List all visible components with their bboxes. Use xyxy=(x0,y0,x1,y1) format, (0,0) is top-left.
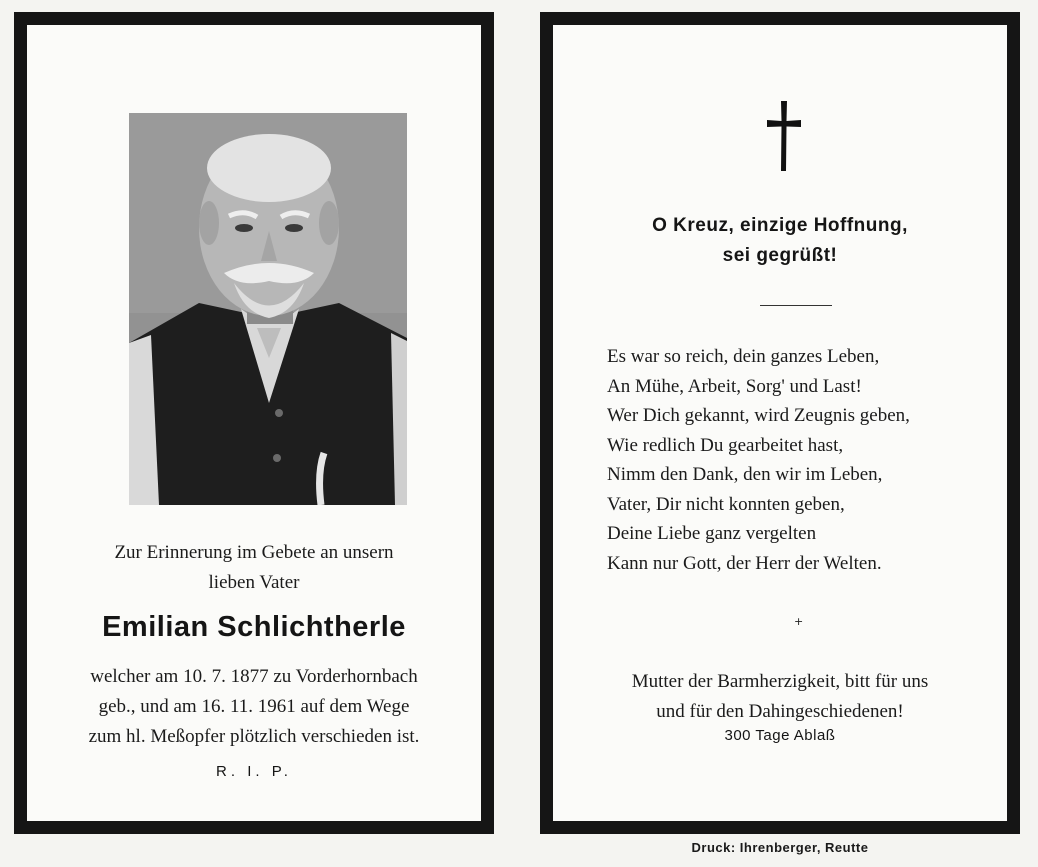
poem-line: Wie redlich Du gearbeitet hast, xyxy=(607,434,844,456)
prayer-line: und für den Dahingeschiedenen! xyxy=(656,701,904,722)
small-cross-icon: + xyxy=(794,615,804,628)
dedication-line: lieben Vater xyxy=(208,572,300,593)
poem-line: Vater, Dir nicht konnten geben, xyxy=(607,493,845,515)
portrait-photo xyxy=(129,113,407,505)
portrait-photo-image xyxy=(129,113,407,505)
motto-text xyxy=(553,211,1007,271)
poem-text xyxy=(607,342,910,578)
printer-credit: Druck: Ihrenberger, Reutte xyxy=(691,840,869,855)
life-details-line: zum hl. Meßopfer plötzlich verschieden ist. xyxy=(88,726,420,747)
poem-line: Wer Dich gekannt, wird Zeugnis geben, xyxy=(607,405,910,426)
latin-cross-icon xyxy=(765,101,803,171)
poem-line: Nimm den Dank, den wir im Leben, xyxy=(607,464,883,485)
dedication-line: Zur Erinnerung im Gebete an unsern xyxy=(114,542,394,563)
prayer-text xyxy=(553,667,1007,727)
separator-line xyxy=(760,305,832,306)
motto-line: O Kreuz, einzige Hoffnung, xyxy=(652,215,908,236)
memorial-card-left xyxy=(14,12,494,834)
poem-line: Kann nur Gott, der Herr der Welten. xyxy=(607,552,882,574)
rip-closing: R. I. P. xyxy=(216,763,292,780)
life-details-text xyxy=(27,662,481,752)
life-details-line: geb., und am 16. 11. 1961 auf dem Wege xyxy=(98,696,410,717)
poem-line: Es war so reich, dein ganzes Leben, xyxy=(607,346,880,367)
prayer-line: Mutter der Barmherzigkeit, bitt für uns xyxy=(631,671,929,692)
memorial-card-right xyxy=(540,12,1020,834)
life-details-line: welcher am 10. 7. 1877 zu Vorderhornbach xyxy=(90,666,418,687)
deceased-name: Emilian Schlichtherle xyxy=(102,611,406,643)
poem-line: Deine Liebe ganz vergelten xyxy=(607,523,817,544)
dedication-text xyxy=(27,538,481,598)
indulgence-note: 300 Tage Ablaß xyxy=(724,727,836,744)
poem-line: An Mühe, Arbeit, Sorg' und Last! xyxy=(607,375,862,397)
motto-line: sei gegrüßt! xyxy=(722,245,838,266)
